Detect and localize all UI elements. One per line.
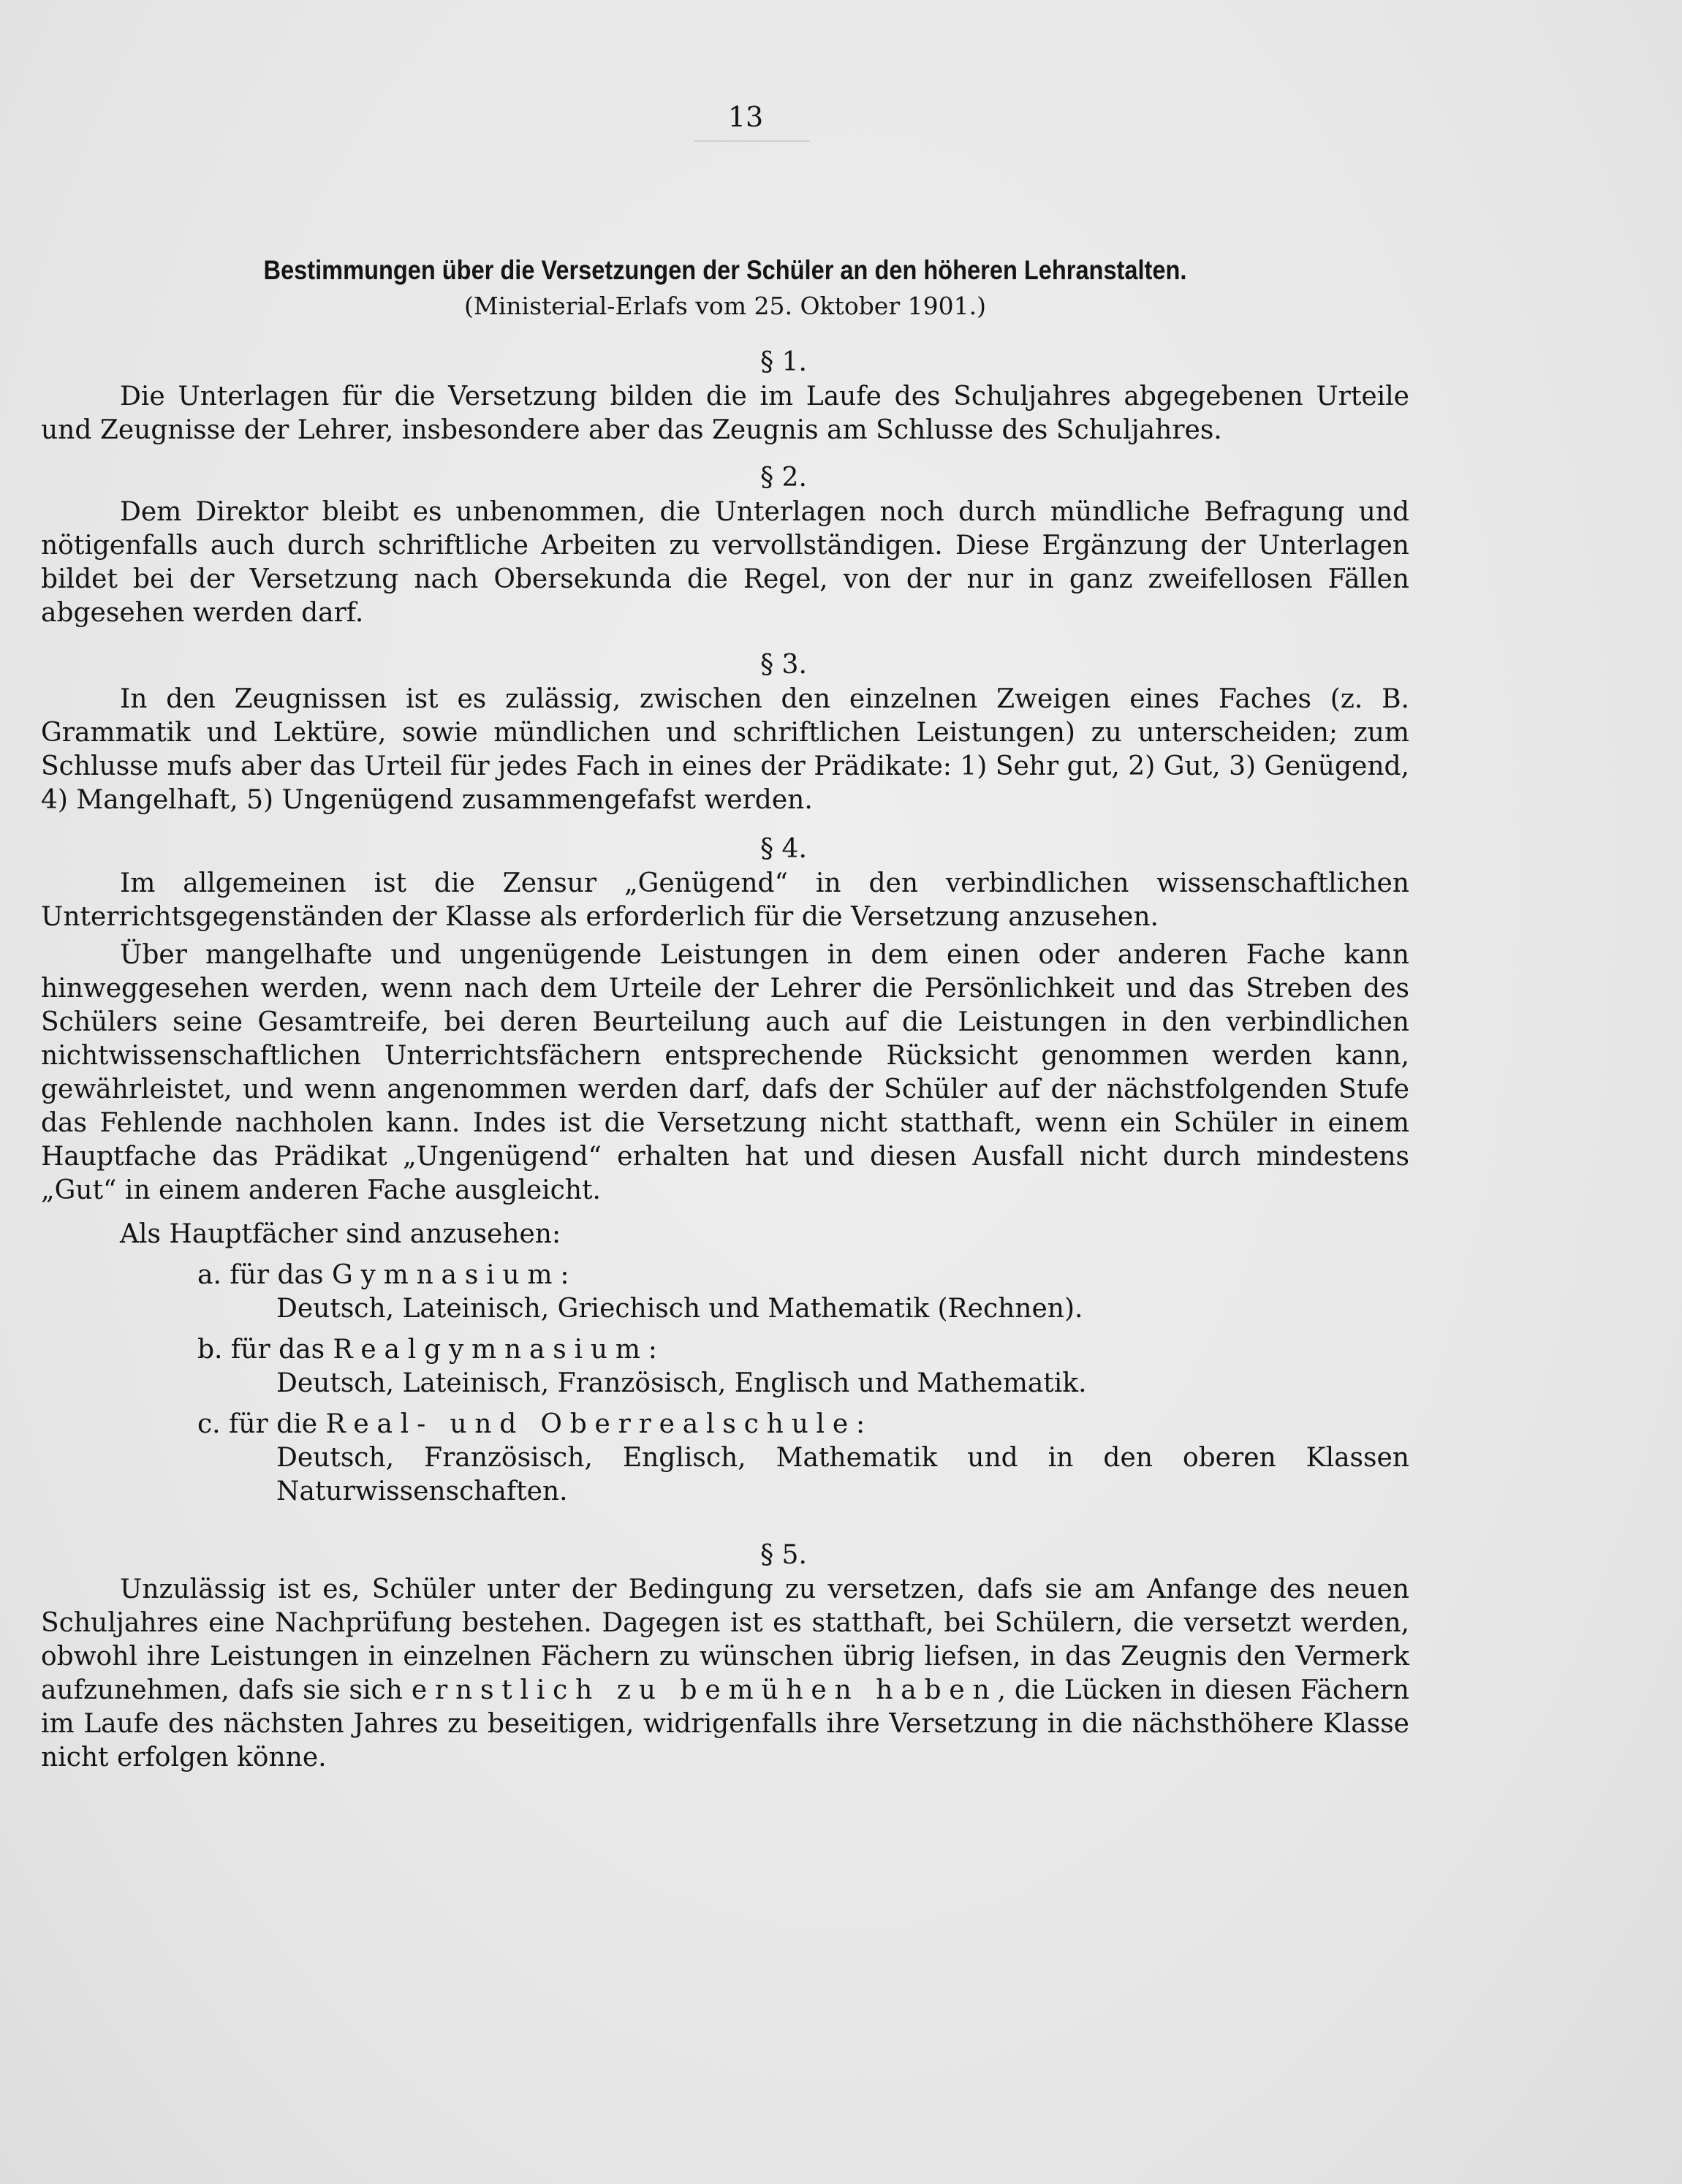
section-1-paragraph: Die Unterlagen für die Versetzung bilden die im Laufe des Schuljahres abgegebenen Urteile und Zeugnisse der Lehrer, insbesondere aber das Zeugnis am Schlusse des Schuljahres.	[41, 382, 1409, 445]
paragraph-text: Unzulässig ist es, Schüler unter der Bedingung zu versetzen, dafs sie am Anfange des neuen Schuljahres eine Nachprüfung bestehen. Dagegen ist es statthaft, bei Schülern, die versetzt werden, obwohl ihre Leistungen in einzelnen Fächern zu wünschen übrig liefsen, in das Zeugnis den Vermerk aufzunehmen, dafs sie sich	[41, 1574, 1409, 1705]
list-item-prefix: c. für die	[197, 1409, 326, 1439]
list-item-realgymnasium	[197, 1333, 1409, 1367]
list-item-subjects: Deutsch, Französisch, Englisch, Mathematik und in den oberen Klassen Naturwissenschaften.	[276, 1443, 1409, 1506]
emphasized-text: ernstlich zu bemühen haben	[411, 1675, 998, 1705]
list-item-subjects: Deutsch, Lateinisch, Griechisch und Mathematik (Rechnen).	[276, 1294, 1083, 1324]
section-4-paragraph-2: Über mangelhafte und ungenügende Leistungen in dem einen oder anderen Fache kann hinweggesehen werden, wenn nach dem Urteile der Lehrer die Persönlichkeit und das Streben des Schülers seine Gesamtreife, bei deren Beurteilung auch auf die Leistungen in den verbindlichen nichtwissenschaftlichen Unterrichtsfächern entsprechende Rücksicht genommen werden kann, gewährleistet, und wenn angenommen werden darf, dafs der Schüler auf der nächstfolgenden Stufe das Fehlende nachholen kann. Indes ist die Versetzung nicht statthaft, wenn ein Schüler in einem Hauptfache das Prädikat „Ungenügend“ erhalten hat und diesen Ausfall nicht durch mindestens „Gut“ in einem anderen Fache ausgleicht.	[41, 940, 1409, 1205]
list-item-prefix: a. für das	[197, 1260, 332, 1290]
section-mark-3: § 3.	[760, 650, 807, 680]
section-4-paragraph-1: Im allgemeinen ist die Zensur „Genügend“ in den verbindlichen wissenschaftlichen Unterrichtsgegenständen der Klasse als erforderlich für die Versetzung anzusehen.	[41, 868, 1409, 932]
document-body	[41, 253, 1409, 1775]
page-number-rule	[694, 140, 810, 142]
section-2-paragraph: Dem Direktor bleibt es unbenommen, die Unterlagen noch durch mündliche Befragung und nötigenfalls auch durch schriftliche Arbeiten zu vervollständigen. Diese Ergänzung der Unterlagen bildet bei der Versetzung nach Obersekunda die Regel, von der nur in ganz zweifellosen Fällen abgesehen werden darf.	[41, 497, 1409, 628]
main-subjects-intro: Als Hauptfächer sind anzusehen:	[120, 1219, 561, 1249]
section-mark-1: § 1.	[760, 347, 807, 377]
list-item-subjects: Deutsch, Lateinisch, Französisch, Englisch und Mathematik.	[276, 1368, 1087, 1398]
document-title: Bestimmungen über die Versetzungen der Schüler an den höheren Lehranstalten.	[263, 255, 1187, 285]
list-item-gymnasium	[197, 1259, 1409, 1292]
section-mark-5: § 5.	[760, 1540, 807, 1570]
school-type-label: Realgymnasium:	[333, 1335, 665, 1365]
section-mark-4: § 4.	[760, 834, 807, 864]
section-5-paragraph	[41, 1573, 1409, 1775]
document-subtitle: (Ministerial-Erlafs vom 25. Oktober 1901.)	[464, 292, 986, 320]
section-3-paragraph: In den Zeugnissen ist es zulässig, zwischen den einzelnen Zweigen eines Faches (z. B. Grammatik und Lektüre, sowie mündlichen und schriftlichen Leistungen) zu unterscheiden; zum Schlusse mufs aber das Urteil für jedes Fach in eines der Prädikate: 1) Sehr gut, 2) Gut, 3) Genügend, 4) Mangelhaft, 5) Ungenügend zusammengefafst werden.	[41, 684, 1409, 815]
paragraph-text: , die Lücken in diesen Fächern im Laufe des nächsten Jahres zu beseitigen, widrigenfalls ihre Versetzung in die nächsthöhere Klasse nicht erfolgen könne.	[41, 1675, 1409, 1772]
page-number: 13	[727, 101, 764, 133]
school-type-label: Real- und Oberrealschule:	[325, 1409, 873, 1439]
list-item-realschule	[197, 1408, 1409, 1441]
main-subjects-list	[41, 1259, 1409, 1509]
school-type-label: Gymnasium:	[331, 1260, 577, 1290]
section-mark-2: § 2.	[760, 463, 807, 493]
list-item-prefix: b. für das	[197, 1335, 333, 1365]
